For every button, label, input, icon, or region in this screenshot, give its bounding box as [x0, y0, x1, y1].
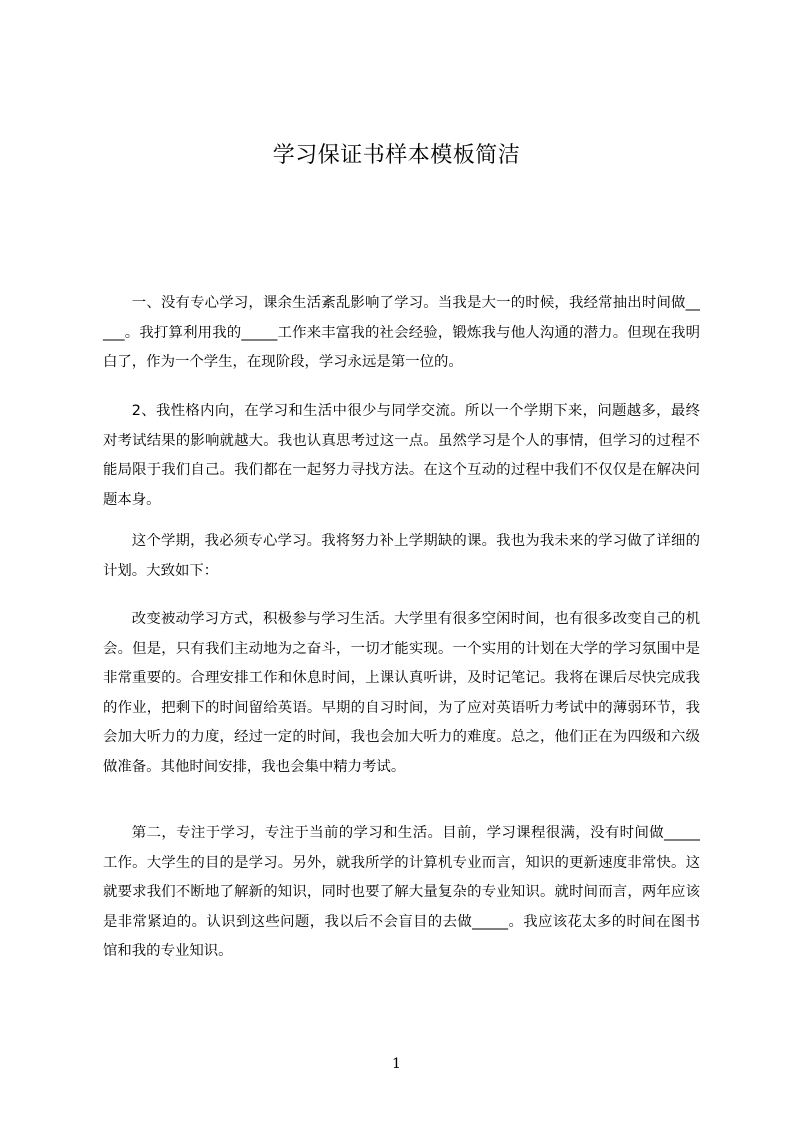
document-title: 学习保证书样本模板简洁	[272, 143, 521, 168]
paragraph-4: 改变被动学习方式，积极参与学习生活。大学里有很多空闲时间，也有很多改变自己的机会。但是，只有我们主动地为之奋斗，一切才能实现。一个实用的计划在大学的学习氛围中是非常重要的。合理安排工作和休息时间，上课认真听讲，及时记笔记。我将在课后尽快完成我的作业，把剩下的时间留给英语。早期的自习时间，为了应对英语听力考试中的薄弱环节，我会加大听力的力度，经过一定的时间，我也会加大听力的难度。总之，他们正在为四级和六级做准备。其他时间安排，我也会集中精力考试。	[103, 611, 700, 775]
paragraph-2: 2、我性格内向，在学习和生活中很少与同学交流。所以一个学期下来，问题越多，最终对考试结果的影响就越大。我也认真思考过这一点。虽然学习是个人的事情，但学习的过程不能局限于我们自己。我们都在一起努力寻找方法。在这个互动的过程中我们不仅仅是在解决问题本身。	[103, 403, 700, 508]
paragraph-5: 第二，专注于学习，专注于当前的学习和生活。目前，学习课程很满，没有时间做_____工作。大学生的目的是学习。另外，就我所学的计算机专业而言，知识的更新速度非常快。这就要求我们不断地了解新的知识，同时也要了解大量复杂的专业知识。就时间而言，两年应该是非常紧迫的。认识到这些问题，我以后不会盲目的去做_____。我应该花太多的时间在图书馆和我的专业知识。	[103, 825, 700, 959]
paragraph-3: 这个学期，我必须专心学习。我将努力补上学期缺的课。我也为我未来的学习做了详细的计划。大致如下：	[103, 533, 700, 579]
paragraph-1: 一、没有专心学习，课余生活紊乱影响了学习。当我是大一的时候，我经常抽出时间做_____。我打算利用我的_____工作来丰富我的社会经验，锻炼我与他人沟通的潜力。但现在我明白了，作为一个学生，在现阶段，学习永远是第一位的。	[103, 295, 700, 370]
page-number: 1	[392, 1056, 401, 1072]
